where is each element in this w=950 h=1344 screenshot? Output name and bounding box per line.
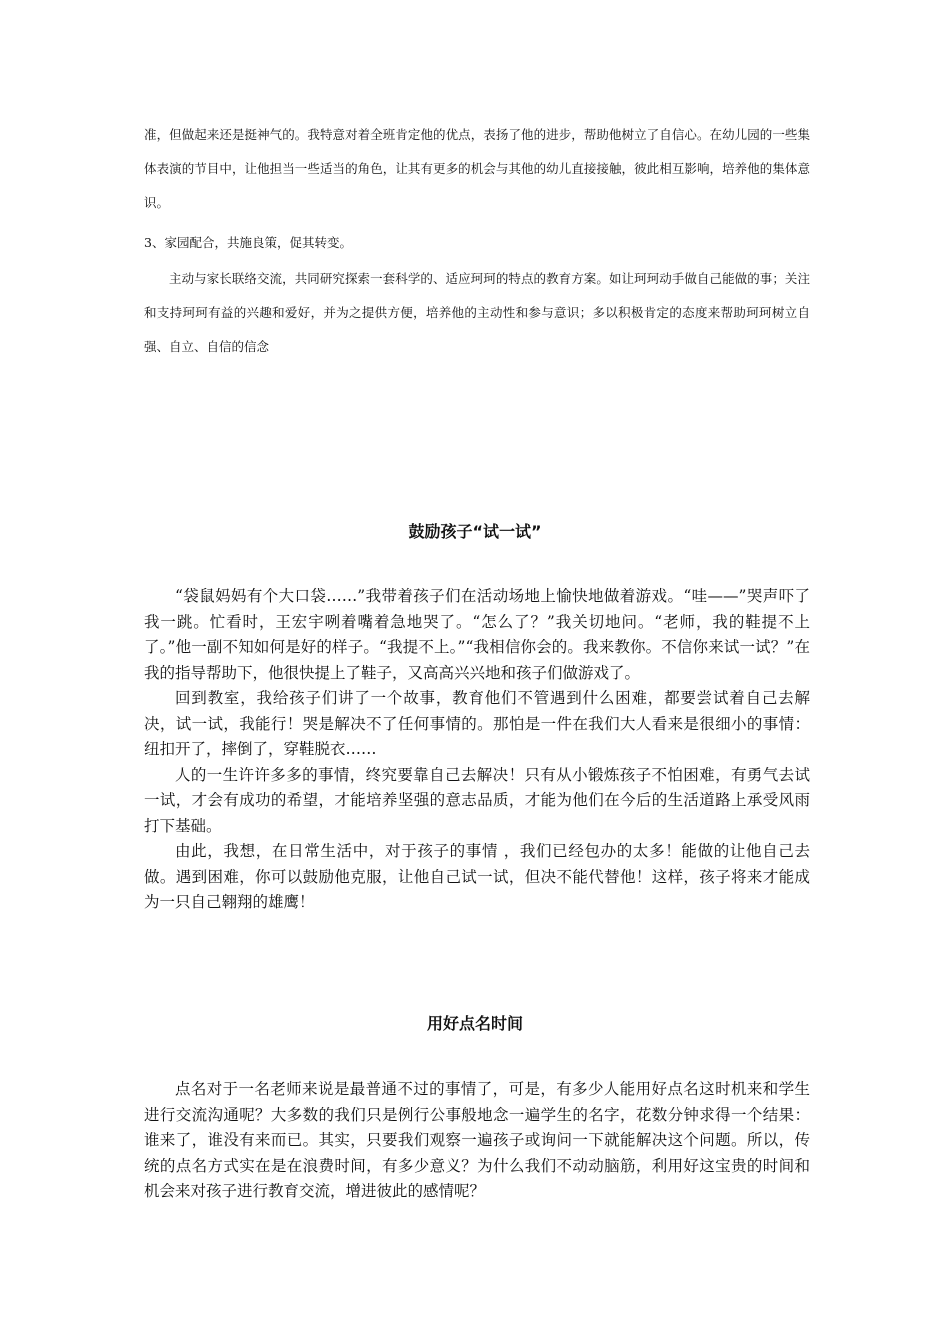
intro-text-block [144, 118, 810, 220]
article-title: 鼓励孩子“试一试” [408, 522, 542, 541]
article-paragraph: 回到教室，我给孩子们讲了一个故事，教育他们不管遇到什么困难，都要尝试着自己去解决，试一试，我能行！哭是解决不了任何事情的。那怕是一件在我们大人看来是很细小的事情：纽扣开了，摔倒了，穿鞋脱衣…… [144, 689, 810, 758]
article-body [144, 584, 810, 916]
article-title: 用好点名时间 [426, 1014, 523, 1033]
article-paragraph: 点名对于一名老师来说是最普通不过的事情了，可是，有多少人能用好点名这时机来和学生进行交流沟通呢？大多数的我们只是例行公事般地念一遍学生的名字，花数分钟求得一个结果：谁来了，谁没有来而已。其实，只要我们观察一遍孩子或询问一下就能解决这个问题。所以，传统的点名方式实在是在浪费时间，有多少意义？为什么我们不动动脑筋，利用好这宝贵的时间和机会来对孩子进行教育交流，增进彼此的感情呢？ [144, 1080, 810, 1200]
home-cooperation-block [144, 262, 810, 364]
article-paragraph: 人的一生许许多多的事情，终究要靠自己去解决！只有从小锻炼孩子不怕困难，有勇气去试一试，才会有成功的希望，才能培养坚强的意志品质，才能为他们在今后的生活道路上承受风雨打下基础。 [144, 765, 810, 835]
home-cooperation-paragraph: 主动与家长联络交流，共同研究探索一套科学的、适应珂珂的特点的教育方案。如让珂珂动手做自己能做的事；关注和支持珂珂有益的兴趣和爱好，并为之提供方便，培养他的主动性和参与意识；多以积极肯定的态度来帮助珂珂树立自强、自立、自信的信念 [144, 271, 810, 354]
article-body [144, 1077, 810, 1205]
article-paragraph: 由此，我想，在日常生活中，对于孩子的事情 ，我们已经包办的太多！能做的让他自己去做。遇到困难，你可以鼓励他克服，让他自己试一试，但决不能代替他！这样，孩子将来才能成为一只自己翱翔的雄鹰！ [144, 842, 810, 911]
article-paragraph: “袋鼠妈妈有个大口袋……”我带着孩子们在活动场地上愉快地做着游戏。“哇——”哭声吓了我一跳。忙看时，王宏宇咧着嘴着急地哭了。“怎么了？”我关切地问。“老师，我的鞋提不上了。”他一副不知如何是好的样子。“我提不上。”“我相信你会的。我来教你。不信你来试一试？”在我的指导帮助下，他很快提上了鞋子，又高高兴兴地和孩子们做游戏了。 [144, 587, 810, 682]
intro-paragraph: 准，但做起来还是挺神气的。我特意对着全班肯定他的优点，表扬了他的进步，帮助他树立了自信心。在幼儿园的一些集体表演的节目中，让他担当一些适当的角色，让其有更多的机会与其他的幼儿直接接触，彼此相互影响，培养他的集体意识。 [144, 127, 810, 210]
section-heading: 3、家园配合，共施良策，促其转变。 [144, 235, 352, 250]
